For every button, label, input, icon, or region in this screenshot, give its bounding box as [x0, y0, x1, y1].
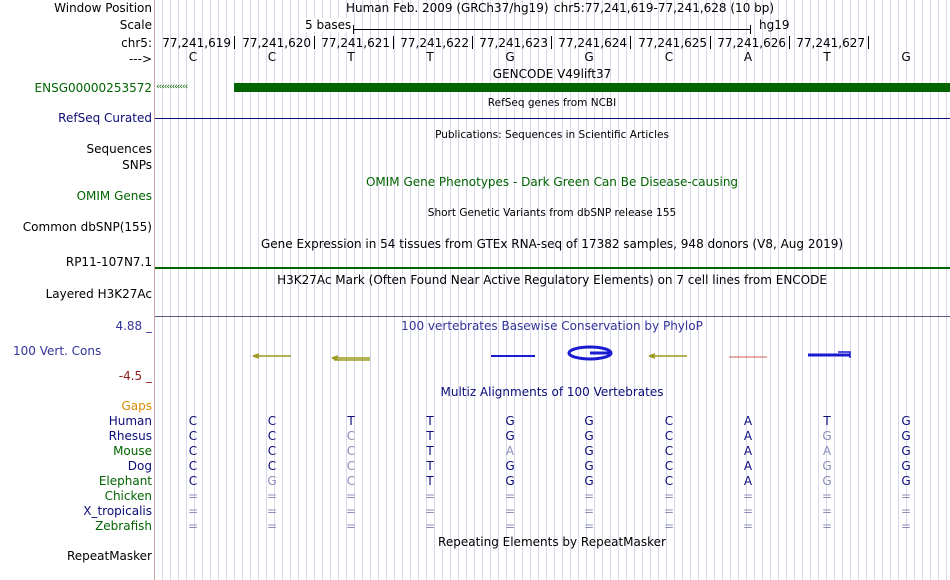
ruler-tick — [868, 36, 869, 49]
alignment-base: T — [426, 474, 434, 488]
alignment-base: = — [345, 504, 357, 518]
alignment-base: G — [505, 474, 515, 488]
alignment-base: G — [267, 474, 277, 488]
alignment-base: = — [663, 519, 675, 533]
alignment-base: C — [664, 444, 674, 458]
alignment-base: G — [505, 459, 515, 473]
alignment-base: G — [584, 414, 594, 428]
alignment-base: = — [504, 504, 516, 518]
ruler-base: C — [188, 50, 198, 64]
ruler-tick — [630, 36, 631, 49]
ruler-base: G — [584, 50, 594, 64]
alignment-base: C — [188, 474, 198, 488]
refseq-track-title: RefSeq genes from NCBI — [487, 97, 617, 109]
window-position-label: Window Position — [54, 1, 152, 15]
alignment-base: C — [267, 459, 277, 473]
alignment-base: = — [187, 504, 199, 518]
alignment-base: C — [664, 474, 674, 488]
alignment-base: A — [822, 444, 832, 458]
alignment-base: = — [266, 489, 278, 503]
alignment-base: C — [188, 414, 198, 428]
alignment-base: A — [743, 474, 753, 488]
label-divider — [154, 0, 155, 580]
ruler-coordinate: 77,241,627 — [796, 36, 865, 50]
snps-label[interactable]: SNPs — [122, 158, 152, 172]
alignment-base: = — [504, 489, 516, 503]
assembly-text: Human Feb. 2009 (GRCh37/hg19) — [346, 1, 549, 15]
alignment-base: G — [584, 444, 594, 458]
omim-label[interactable]: OMIM Genes — [76, 189, 152, 203]
h3k27ac-baseline — [155, 316, 950, 317]
species-label-zebrafish[interactable]: Zebrafish — [95, 519, 152, 533]
alignment-base: T — [347, 414, 355, 428]
alignment-base: G — [822, 474, 832, 488]
alignment-base: C — [346, 429, 356, 443]
alignment-base: = — [583, 489, 595, 503]
species-label-human[interactable]: Human — [108, 414, 152, 428]
alignment-base: C — [664, 429, 674, 443]
ruler-base: T — [347, 50, 355, 64]
alignment-base: C — [346, 459, 356, 473]
alignment-base: T — [426, 459, 434, 473]
gtex-line[interactable] — [155, 267, 950, 269]
species-label-dog[interactable]: Dog — [127, 459, 152, 473]
alignment-base: G — [584, 429, 594, 443]
alignment-base: A — [505, 444, 515, 458]
h3k27ac-track-title: H3K27Ac Mark (Often Found Near Active Regulatory Elements) on 7 cell lines from ENCODE — [277, 273, 827, 287]
gencode-gene-label[interactable]: ENSG00000253572 — [34, 81, 152, 95]
gencode-track-title: GENCODE V49lift37 — [492, 67, 612, 81]
alignment-base: C — [664, 459, 674, 473]
ruler-coordinate: 77,241,620 — [242, 36, 311, 50]
alignment-base: T — [426, 429, 434, 443]
alignment-base: = — [187, 489, 199, 503]
alignment-base: = — [345, 519, 357, 533]
alignment-base: C — [267, 414, 277, 428]
chrom-label: chr5: — [121, 36, 152, 50]
species-label-mouse[interactable]: Mouse — [113, 444, 152, 458]
alignment-base: A — [743, 459, 753, 473]
alignment-base: = — [821, 489, 833, 503]
alignment-base: G — [901, 414, 911, 428]
ruler-coordinate: 77,241,621 — [321, 36, 390, 50]
alignment-base: G — [901, 444, 911, 458]
alignment-base: = — [742, 504, 754, 518]
ruler-tick — [710, 36, 711, 49]
scale-bar-right — [750, 25, 751, 34]
gtex-track-title: Gene Expression in 54 tissues from GTEx RNA-seq of 17382 samples, 948 donors (V8, Aug 2019) — [260, 237, 844, 251]
ruler-coordinate: 77,241,622 — [400, 36, 469, 50]
alignment-base: = — [345, 489, 357, 503]
gencode-exon-block[interactable] — [234, 83, 950, 92]
alignment-base: = — [900, 489, 912, 503]
scale-label: Scale — [119, 18, 152, 32]
ruler-tick — [472, 36, 473, 49]
conservation-glyph-b — [332, 356, 370, 360]
alignment-base: G — [901, 429, 911, 443]
ruler-coordinate: 77,241,624 — [558, 36, 627, 50]
repeatmasker-label[interactable]: RepeatMasker — [66, 549, 152, 563]
ruler-base: T — [823, 50, 831, 64]
alignment-base: = — [424, 519, 436, 533]
ruler-tick — [789, 36, 790, 49]
ruler-base: A — [743, 50, 753, 64]
species-label-rhesus[interactable]: Rhesus — [108, 429, 152, 443]
ruler-coordinate: 77,241,623 — [479, 36, 548, 50]
conservation-glyph-d — [569, 347, 611, 359]
alignment-base: T — [426, 414, 434, 428]
strand-arrow-label: ---> — [128, 52, 152, 66]
alignment-base: C — [664, 414, 674, 428]
alignment-base: = — [266, 504, 278, 518]
alignment-base: C — [188, 429, 198, 443]
conservation-min: -4.5 _ — [118, 369, 152, 383]
ruler-base: G — [505, 50, 515, 64]
alignment-base: G — [505, 414, 515, 428]
alignment-base: = — [821, 519, 833, 533]
conservation-glyph-g — [808, 352, 850, 358]
alignment-base: G — [822, 459, 832, 473]
ruler-coordinate: 77,241,619 — [162, 36, 231, 50]
alignment-base: = — [424, 489, 436, 503]
ruler-coordinate: 77,241,625 — [638, 36, 707, 50]
scale-db: hg19 — [759, 18, 790, 32]
alignment-base: G — [505, 429, 515, 443]
gencode-intron-arrows[interactable]: ‹‹‹‹‹‹‹‹‹‹‹‹ — [156, 82, 188, 92]
alignment-base: A — [743, 429, 753, 443]
alignment-base: = — [900, 519, 912, 533]
refseq-line — [155, 118, 950, 119]
species-label-elephant[interactable]: Elephant — [98, 474, 152, 488]
gtex-gene-label[interactable]: RP11-107N7.1 — [65, 255, 152, 269]
alignment-base: C — [346, 474, 356, 488]
alignment-base: A — [743, 414, 753, 428]
dbsnp-track-title: Short Genetic Variants from dbSNP release 155 — [427, 207, 677, 219]
alignment-base: C — [346, 444, 356, 458]
species-label-x-tropicalis[interactable]: X_tropicalis — [83, 504, 152, 518]
alignment-base: = — [821, 504, 833, 518]
conservation-plot — [155, 340, 950, 370]
ruler-tick — [314, 36, 315, 49]
alignment-base: = — [424, 504, 436, 518]
refseq-label[interactable]: RefSeq Curated — [58, 111, 152, 125]
omim-track-title: OMIM Gene Phenotypes - Dark Green Can Be Disease-causing — [365, 175, 739, 189]
gaps-label: Gaps — [121, 399, 152, 413]
alignment-base: T — [426, 444, 434, 458]
alignment-base: T — [823, 414, 831, 428]
ruler-base: T — [426, 50, 434, 64]
alignment-base: = — [266, 519, 278, 533]
alignment-base: C — [267, 444, 277, 458]
ruler-tick — [551, 36, 552, 49]
position-text: chr5:77,241,619-77,241,628 (10 bp) — [554, 1, 775, 15]
publications-label[interactable]: Sequences — [86, 142, 152, 156]
alignment-base: = — [583, 504, 595, 518]
ruler-tick — [393, 36, 394, 49]
ruler-tick — [234, 36, 235, 49]
ruler-base: C — [267, 50, 277, 64]
alignment-base: C — [188, 444, 198, 458]
conservation-track-title: 100 vertebrates Basewise Conservation by PhyloP — [401, 319, 703, 333]
alignment-base: = — [663, 504, 675, 518]
alignment-base: C — [188, 459, 198, 473]
alignment-base: G — [584, 474, 594, 488]
alignment-base: G — [901, 474, 911, 488]
repeatmasker-track-title: Repeating Elements by RepeatMasker — [438, 535, 666, 549]
conservation-label[interactable]: 100 Vert. Cons — [13, 344, 102, 358]
h3k27ac-label[interactable]: Layered H3K27Ac — [45, 287, 152, 301]
alignment-base: = — [504, 519, 516, 533]
ruler-base: C — [664, 50, 674, 64]
alignment-base: G — [901, 459, 911, 473]
multiz-track-title: Multiz Alignments of 100 Vertebrates — [440, 385, 664, 399]
conservation-max: 4.88 _ — [115, 319, 152, 333]
alignment-base: G — [584, 459, 594, 473]
scale-bar-line — [353, 29, 750, 30]
conservation-glyph-e — [649, 354, 687, 358]
alignment-base: G — [822, 429, 832, 443]
alignment-base: = — [742, 519, 754, 533]
alignment-base: = — [900, 504, 912, 518]
alignment-base: = — [663, 489, 675, 503]
species-label-chicken[interactable]: Chicken — [104, 489, 152, 503]
alignment-base: = — [742, 489, 754, 503]
alignment-base: A — [743, 444, 753, 458]
ruler-base: G — [901, 50, 911, 64]
conservation-glyph-a — [253, 354, 291, 358]
alignment-base: = — [187, 519, 199, 533]
alignment-base: C — [267, 429, 277, 443]
ruler-coordinate: 77,241,626 — [717, 36, 786, 50]
dbsnp-label[interactable]: Common dbSNP(155) — [22, 220, 152, 234]
alignment-base: = — [583, 519, 595, 533]
scale-text: 5 bases — [305, 18, 352, 32]
publications-track-title: Publications: Sequences in Scientific Articles — [435, 129, 669, 141]
